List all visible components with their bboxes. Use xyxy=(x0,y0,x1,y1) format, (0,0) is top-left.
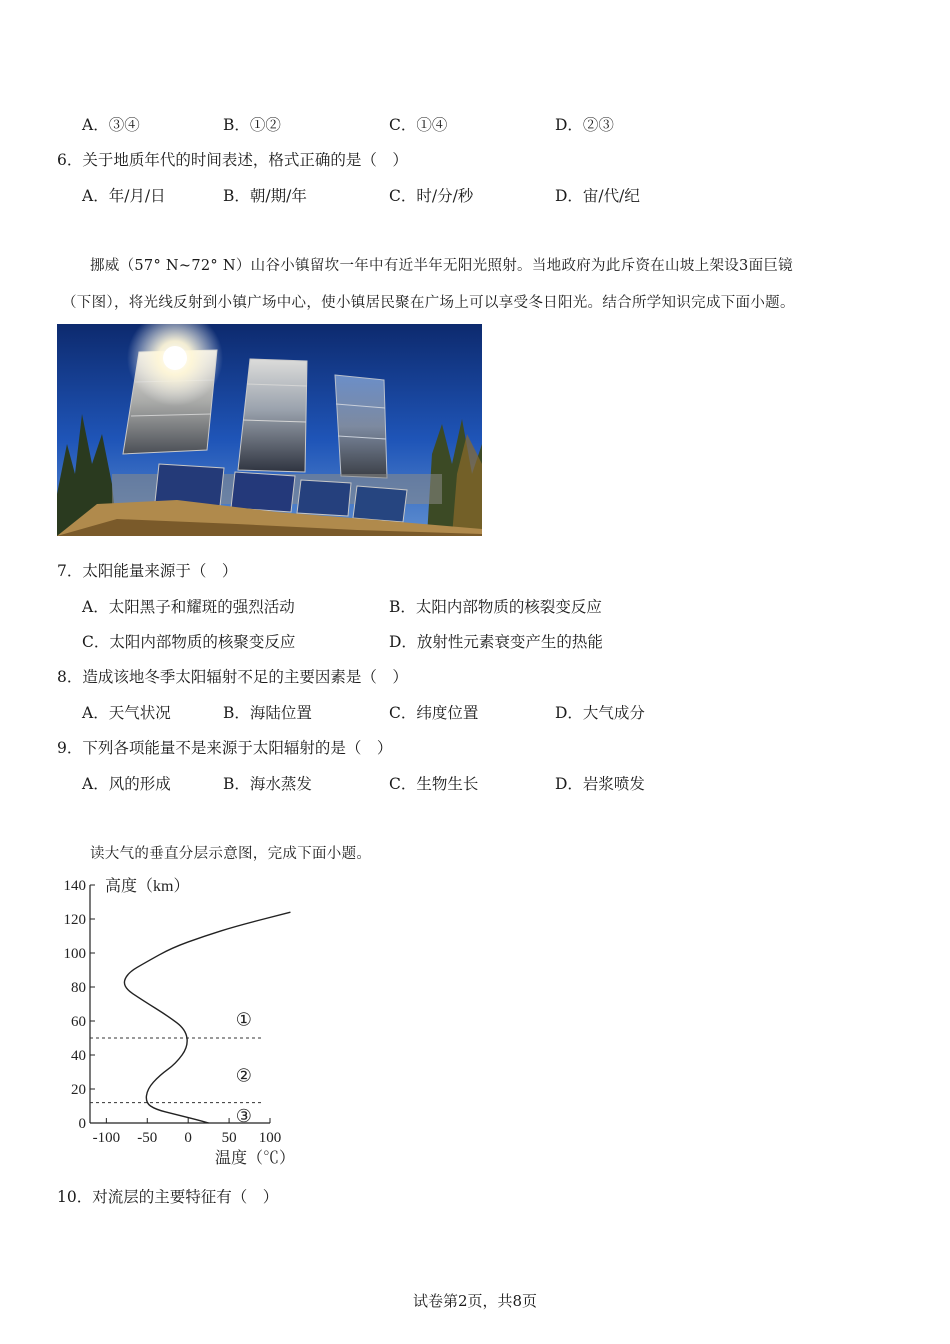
q9-stem: 9．下列各项能量不是来源于太阳辐射的是（ ） xyxy=(57,739,393,757)
q6-option-a: A．年/月/日 xyxy=(82,187,166,205)
passage-mirror-line1: 挪威（57° N~72° N）山谷小镇留坎一年中有近半年无阳光照射。当地政府为此斥资在山坡上架设3面巨镜 xyxy=(90,258,793,274)
y-tick-label: 20 xyxy=(71,1082,86,1098)
x-axis-label: 温度（℃） xyxy=(215,1150,296,1167)
q7-option-a: A．太阳黑子和耀斑的强烈活动 xyxy=(82,598,295,616)
q7-stem: 7．太阳能量来源于（ ） xyxy=(57,562,238,580)
layer-label: ② xyxy=(235,1065,252,1086)
q6-stem: 6．关于地质年代的时间表述，格式正确的是（ ） xyxy=(57,151,408,169)
q9-option-d: D．岩浆喷发 xyxy=(555,775,645,793)
temperature-curve xyxy=(124,912,290,1123)
x-tick-label: -100 xyxy=(92,1130,121,1146)
layer-label: ③ xyxy=(235,1106,252,1127)
q7-option-d: D．放射性元素衰变产生的热能 xyxy=(389,633,603,651)
q8-option-c: C．纬度位置 xyxy=(389,704,479,722)
y-tick-label: 100 xyxy=(63,946,86,962)
atmosphere-chart-svg xyxy=(55,870,315,1170)
x-tick-label: 100 xyxy=(258,1130,282,1146)
page-footer: 试卷第2页，共8页 xyxy=(412,1292,538,1310)
y-tick-label: 140 xyxy=(63,878,86,894)
x-tick-label: 50 xyxy=(221,1130,237,1146)
q5-option-d: D．②③ xyxy=(555,116,614,134)
y-tick-label: 80 xyxy=(71,980,86,996)
q9-option-c: C．生物生长 xyxy=(389,775,479,793)
q6-option-d: D．宙/代/纪 xyxy=(555,187,640,205)
x-tick-label: -50 xyxy=(137,1130,158,1146)
q5-option-a: A．③④ xyxy=(82,116,140,134)
q9-option-a: A．风的形成 xyxy=(82,775,171,793)
q6-option-c: C．时/分/秒 xyxy=(389,187,474,205)
mirror-photo xyxy=(57,324,482,536)
passage-mirror-line2: （下图），将光线反射到小镇广场中心，使小镇居民聚在广场上可以享受冬日阳光。结合所学知识完成下面小题。 xyxy=(62,295,795,311)
passage-atmosphere: 读大气的垂直分层示意图，完成下面小题。 xyxy=(90,846,372,862)
y-tick-label: 40 xyxy=(71,1048,86,1064)
q7-option-c: C．太阳内部物质的核聚变反应 xyxy=(82,633,296,651)
q5-option-b: B．①② xyxy=(223,116,281,134)
x-tick-label: 0 xyxy=(184,1130,192,1146)
q10-stem: 10．对流层的主要特征有（ ） xyxy=(57,1188,279,1206)
y-tick-label: 60 xyxy=(71,1014,86,1030)
q8-stem: 8．造成该地冬季太阳辐射不足的主要因素是（ ） xyxy=(57,668,408,686)
y-tick-label: 0 xyxy=(78,1116,86,1132)
q8-option-b: B．海陆位置 xyxy=(223,704,312,722)
y-axis-label: 高度（km） xyxy=(105,878,190,895)
layer-label: ① xyxy=(235,1009,252,1030)
q7-option-b: B．太阳内部物质的核裂变反应 xyxy=(389,598,602,616)
q9-option-b: B．海水蒸发 xyxy=(223,775,312,793)
y-tick-label: 120 xyxy=(63,912,86,928)
q8-option-d: D．大气成分 xyxy=(555,704,645,722)
q5-option-c: C．①④ xyxy=(389,116,448,134)
q8-option-a: A．天气状况 xyxy=(82,704,171,722)
atmosphere-chart xyxy=(55,870,315,1170)
q6-option-b: B．朝/期/年 xyxy=(223,187,307,205)
